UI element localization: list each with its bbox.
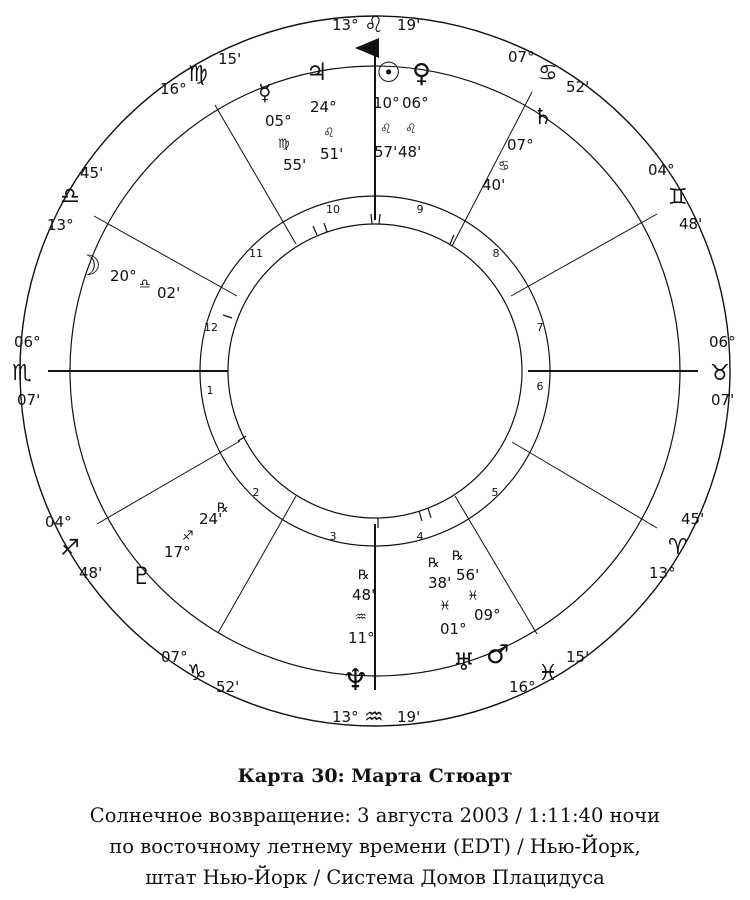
svg-text:24': 24': [199, 510, 223, 528]
svg-text:07': 07': [17, 391, 41, 409]
retrograde-icon: ℞: [452, 549, 464, 564]
moon-icon: ☽: [76, 249, 102, 282]
mars-icon: ♂: [486, 640, 510, 670]
leo-sign-icon: ♌: [405, 122, 417, 137]
leo-sign-icon: ♌: [364, 13, 384, 38]
sun-icon: ☉: [376, 56, 402, 89]
chart-caption-title: Карта 30: Марта Стюарт: [237, 765, 513, 787]
uranus-icon: ♅: [453, 648, 475, 676]
svg-text:45': 45': [80, 164, 104, 182]
tick-jupiter: [324, 223, 327, 232]
svg-text:57': 57': [374, 143, 398, 161]
caption-line-3: штат Нью-Йорк / Система Домов Плацидуса: [145, 866, 605, 889]
tick-venus: [379, 214, 380, 224]
aquarius-sign-icon: ♒: [364, 705, 384, 730]
retrograde-icon: ℞: [358, 568, 370, 583]
sagittarius-sign-icon: ♐: [60, 536, 80, 561]
svg-text:13°: 13°: [649, 564, 676, 582]
cusp-line-2: [512, 442, 657, 528]
svg-text:15': 15': [566, 648, 590, 666]
retrograde-icon: ℞: [428, 556, 440, 571]
tick-uranus: [419, 511, 422, 521]
svg-text:38': 38': [428, 574, 452, 592]
jupiter-icon: ♃: [306, 58, 328, 86]
house-number-8: 8: [492, 247, 500, 260]
svg-text:07°: 07°: [161, 648, 188, 666]
planet-venus: [398, 59, 431, 161]
planet-moon: [76, 249, 180, 302]
planet-saturn: [482, 105, 553, 194]
aries-sign-icon: ♈: [668, 535, 688, 560]
sagittarius-sign-icon: ♐: [182, 529, 194, 544]
svg-text:04°: 04°: [648, 161, 675, 179]
cusp-line-11: [452, 92, 532, 246]
house-number-6: 6: [536, 380, 544, 393]
virgo-sign-icon: ♍: [188, 62, 208, 87]
svg-text:51': 51': [320, 145, 344, 163]
cusp-label-ic: [332, 705, 420, 730]
svg-text:17°: 17°: [164, 543, 191, 561]
caption-line-1: Солнечное возвращение: 3 августа 2003 / 1:11:40 ночи: [89, 804, 661, 827]
cusp-label-dsc: [12, 333, 41, 409]
svg-text:48': 48': [398, 143, 422, 161]
house-number-4: 4: [416, 530, 424, 543]
svg-text:52': 52': [566, 78, 590, 96]
house-number-1: 1: [206, 384, 214, 397]
leo-sign-icon: ♌: [380, 122, 392, 137]
svg-text:16°: 16°: [509, 678, 536, 696]
svg-text:55': 55': [283, 156, 307, 174]
retrograde-icon: ℞: [217, 501, 229, 516]
cusp-label-11: [508, 48, 589, 96]
aquarius-sign-icon: ♒: [355, 610, 367, 625]
cusp-label-2: [649, 510, 704, 582]
cusp-label-5: [161, 648, 239, 696]
taurus-sign-icon: ♉: [710, 361, 730, 386]
house-number-10: 10: [326, 203, 340, 216]
libra-sign-icon: ♎: [139, 277, 151, 292]
planet-neptune: [342, 568, 375, 698]
neptune-icon: ♆: [342, 663, 369, 698]
house-number-11: 11: [249, 247, 263, 260]
svg-text:07°: 07°: [507, 136, 534, 154]
house-number-9: 9: [416, 203, 424, 216]
libra-sign-icon: ♎: [60, 184, 80, 209]
venus-icon: ♀: [412, 59, 432, 89]
cusp-line-12: [511, 214, 657, 296]
house-number-7: 7: [536, 321, 544, 334]
saturn-icon: ♄: [533, 105, 553, 130]
planet-sun: [373, 56, 401, 161]
svg-text:10°: 10°: [373, 94, 400, 112]
svg-text:13°: 13°: [332, 708, 359, 726]
house-number-5: 5: [491, 486, 499, 499]
svg-text:48': 48': [79, 564, 103, 582]
svg-text:07°: 07°: [508, 48, 535, 66]
tick-sun: [371, 214, 372, 224]
svg-text:06°: 06°: [709, 333, 736, 351]
pisces-sign-icon: ♓: [538, 661, 558, 686]
svg-text:15': 15': [218, 50, 242, 68]
svg-text:11°: 11°: [348, 629, 375, 647]
svg-text:09°: 09°: [474, 606, 501, 624]
virgo-sign-icon: ♍: [278, 137, 290, 152]
tick-mars: [428, 508, 431, 518]
cusp-label-asc: [709, 333, 736, 409]
tick-mercury: [313, 226, 317, 235]
svg-text:20°: 20°: [110, 267, 137, 285]
scorpio-sign-icon: ♏: [12, 361, 32, 386]
svg-text:48': 48': [352, 586, 376, 604]
svg-text:56': 56': [456, 566, 480, 584]
pisces-sign-icon: ♓: [439, 599, 451, 614]
svg-text:19': 19': [397, 16, 421, 34]
cusp-label-12: [648, 161, 702, 233]
tick-moon: [223, 315, 232, 318]
caption-line-2: по восточному летнему времени (EDT) / Нью-Йорк,: [109, 835, 641, 858]
cancer-sign-icon: ♋: [498, 159, 510, 174]
svg-text:06°: 06°: [14, 333, 41, 351]
chart-caption: [0, 800, 750, 893]
gemini-sign-icon: ♊: [668, 185, 688, 210]
house-number-12: 12: [204, 321, 218, 334]
cancer-sign-icon: ♋: [538, 61, 558, 86]
svg-text:24°: 24°: [310, 98, 337, 116]
leo-sign-icon: ♌: [323, 126, 335, 141]
planet-pluto: [131, 501, 229, 590]
svg-text:45': 45': [681, 510, 705, 528]
svg-text:06°: 06°: [402, 94, 429, 112]
svg-text:52': 52': [216, 678, 240, 696]
svg-text:02': 02': [157, 284, 181, 302]
planet-jupiter: [306, 58, 343, 163]
svg-text:05°: 05°: [265, 112, 292, 130]
pisces-sign-icon: ♓: [467, 589, 479, 604]
cusp-label-9: [160, 50, 241, 98]
house-ring-inner: [228, 224, 522, 518]
svg-text:13°: 13°: [332, 16, 359, 34]
svg-text:13°: 13°: [47, 216, 74, 234]
cusp-label-3: [509, 648, 589, 696]
svg-text:40': 40': [482, 176, 506, 194]
svg-text:04°: 04°: [45, 513, 72, 531]
cusp-label-mc: [332, 13, 420, 38]
svg-text:01°: 01°: [440, 620, 467, 638]
mercury-icon: ☿: [258, 81, 272, 106]
svg-text:07': 07': [711, 391, 735, 409]
house-number-2: 2: [252, 486, 260, 499]
capricorn-sign-icon: ♑: [187, 661, 207, 686]
svg-text:16°: 16°: [160, 80, 187, 98]
house-number-3: 3: [329, 530, 337, 543]
pluto-icon: ♇: [131, 562, 153, 590]
cusp-label-6: [45, 513, 102, 582]
svg-text:48': 48': [679, 215, 703, 233]
cusp-line-5: [218, 496, 296, 633]
cusp-label-8: [47, 164, 103, 234]
planet-mercury: [258, 81, 306, 174]
svg-text:19': 19': [397, 708, 421, 726]
